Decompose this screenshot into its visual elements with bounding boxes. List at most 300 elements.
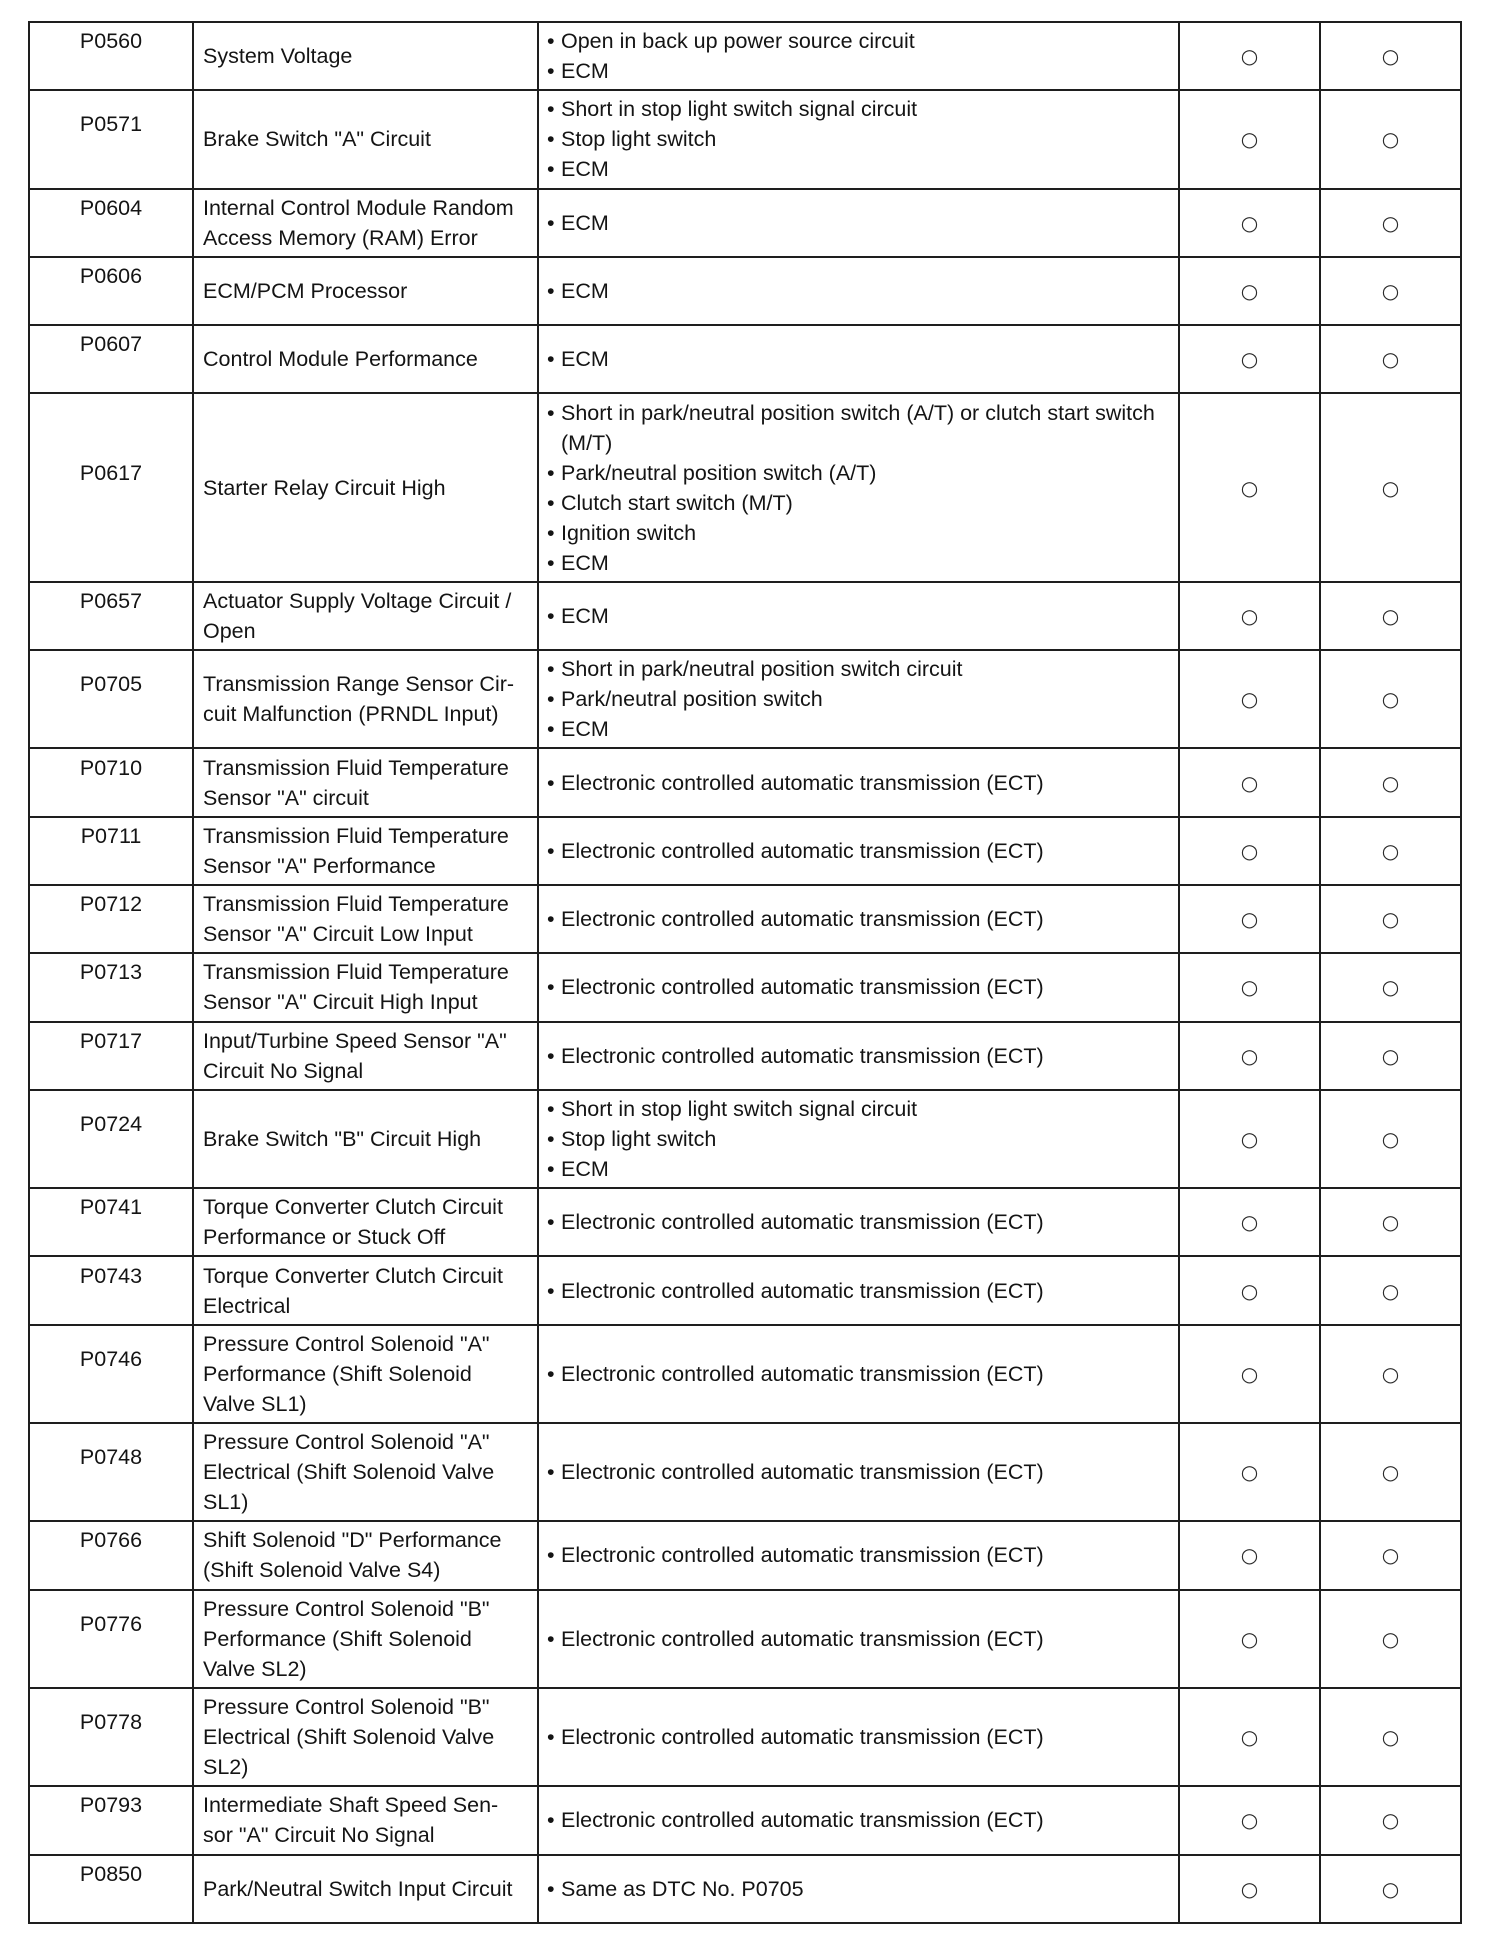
trouble-area-item [547, 26, 1178, 56]
table-row [30, 1189, 1462, 1257]
mark-cell-1 [1180, 1689, 1321, 1787]
trouble-area-line: ECM [561, 1157, 609, 1181]
trouble-area-text [561, 1276, 1044, 1306]
trouble-area-text [561, 601, 609, 631]
trouble-area-item [547, 154, 1178, 184]
trouble-area-cell [539, 1326, 1180, 1424]
mark-cell-1 [1180, 1091, 1321, 1189]
trouble-area-line: Electronic controlled automatic transmission (ECT) [561, 1210, 1044, 1235]
circle-mark-icon: ○ [1381, 1043, 1400, 1068]
mark-cell-1 [1180, 91, 1321, 189]
trouble-area-text [561, 1207, 1044, 1237]
circle-mark-icon: ○ [1240, 210, 1259, 235]
trouble-area-text [561, 904, 1044, 934]
mark-cell-1 [1180, 1522, 1321, 1590]
trouble-area-line: Stop light switch [561, 1127, 717, 1151]
detection-item-cell [194, 1257, 539, 1325]
trouble-area-item [547, 714, 1178, 744]
mark-cell-2 [1321, 326, 1462, 394]
detection-item-line: Input/Turbine Speed Sensor "A" [203, 1028, 507, 1053]
detection-item-line: Torque Converter Clutch Circuit [203, 1195, 503, 1220]
mark-cell-1 [1180, 954, 1321, 1022]
bullet-icon: • [547, 157, 555, 182]
trouble-area-line: Open in back up power source circuit [561, 29, 915, 54]
trouble-area-text [561, 518, 696, 548]
bullet-icon: • [547, 1127, 555, 1151]
detection-item-line: Performance (Shift Solenoid [203, 1626, 472, 1651]
trouble-area-line: Electronic controlled automatic transmission (ECT) [561, 838, 1044, 863]
detection-item-line: Performance or Stuck Off [203, 1225, 446, 1250]
circle-mark-icon: ○ [1381, 770, 1400, 795]
dtc-code: P0748 [79, 1445, 143, 1470]
mark-cell-1 [1180, 1787, 1321, 1855]
bullet-icon: • [547, 1097, 555, 1121]
circle-mark-icon: ○ [1381, 687, 1400, 712]
trouble-area-item [547, 972, 1178, 1002]
bullet-icon: • [547, 717, 555, 742]
bullet-icon: • [547, 687, 555, 712]
detection-item-line: Electrical (Shift Solenoid Valve [203, 1460, 495, 1485]
trouble-area-cell [539, 1856, 1180, 1924]
trouble-area-text [561, 1041, 1044, 1071]
detection-item-line: Transmission Fluid Temperature [203, 960, 509, 985]
trouble-area-line: Electronic controlled automatic transmission (ECT) [561, 1043, 1044, 1068]
detection-item-cell [194, 190, 539, 258]
mark-cell-1 [1180, 749, 1321, 817]
trouble-area-item [547, 1124, 1178, 1154]
circle-mark-icon: ○ [1381, 1808, 1400, 1833]
trouble-area-text [561, 1624, 1044, 1654]
detection-item-cell [194, 651, 539, 749]
detection-item-line: Park/Neutral Switch Input Circuit [203, 1876, 513, 1901]
detection-item-line: Transmission Fluid Temperature [203, 823, 509, 848]
trouble-area-line: Electronic controlled automatic transmission (ECT) [561, 1460, 1044, 1485]
trouble-area-item [547, 601, 1178, 631]
trouble-area-text [561, 1805, 1044, 1835]
dtc-code-cell [30, 818, 194, 886]
bullet-icon: • [547, 520, 555, 545]
detection-item-cell [194, 1591, 539, 1689]
circle-mark-icon: ○ [1381, 838, 1400, 863]
circle-mark-icon: ○ [1381, 1626, 1400, 1651]
trouble-area-item [547, 1154, 1178, 1184]
mark-cell-1 [1180, 818, 1321, 886]
detection-item-line: Sensor "A" Circuit High Input [203, 990, 478, 1015]
circle-mark-icon: ○ [1381, 975, 1400, 1000]
dtc-code: P0606 [79, 264, 143, 289]
trouble-area-line: Electronic controlled automatic transmission (ECT) [561, 1725, 1044, 1750]
circle-mark-icon: ○ [1240, 1127, 1259, 1151]
trouble-area-cell [539, 818, 1180, 886]
dtc-code-cell [30, 91, 194, 189]
trouble-area-text [561, 1722, 1044, 1752]
circle-mark-icon: ○ [1240, 1626, 1259, 1651]
bullet-icon: • [547, 460, 555, 485]
bullet-icon: • [547, 1626, 555, 1651]
table-row [30, 91, 1462, 189]
trouble-area-text [561, 1457, 1044, 1487]
detection-item-line: Transmission Fluid Temperature [203, 755, 509, 780]
table-row [30, 1023, 1462, 1091]
detection-item-line: Pressure Control Solenoid "A" [203, 1430, 490, 1455]
dtc-code: P0604 [79, 195, 143, 220]
trouble-area-text [561, 1540, 1044, 1570]
detection-item-cell [194, 1522, 539, 1590]
bullet-icon: • [547, 490, 555, 515]
dtc-code-cell [30, 651, 194, 749]
trouble-area-item [547, 904, 1178, 934]
table-row [30, 818, 1462, 886]
detection-item-line: Valve SL1) [203, 1391, 307, 1416]
trouble-area-cell [539, 1257, 1180, 1325]
dtc-code-cell [30, 1326, 194, 1424]
circle-mark-icon: ○ [1240, 1278, 1259, 1303]
trouble-area-item [547, 684, 1178, 714]
detection-item-line: Circuit No Signal [203, 1058, 364, 1083]
trouble-area-text [561, 94, 917, 124]
dtc-code: P0793 [79, 1793, 143, 1818]
detection-item-cell [194, 954, 539, 1022]
detection-item-line: Transmission Range Sensor Cir- [203, 672, 515, 697]
circle-mark-icon: ○ [1381, 347, 1400, 372]
trouble-area-cell [539, 1591, 1180, 1689]
trouble-area-item [547, 1805, 1178, 1835]
detection-item-cell [194, 91, 539, 189]
mark-cell-1 [1180, 1189, 1321, 1257]
dtc-code-cell [30, 1689, 194, 1787]
dtc-code-cell [30, 886, 194, 954]
dtc-table [28, 21, 1462, 1924]
trouble-area-line: Electronic controlled automatic transmission (ECT) [561, 1543, 1044, 1568]
trouble-area-text [561, 972, 1044, 1002]
table-row [30, 1787, 1462, 1855]
trouble-area-text [561, 1094, 917, 1124]
mark-cell-2 [1321, 749, 1462, 817]
detection-item-line: Actuator Supply Voltage Circuit / [203, 588, 512, 613]
bullet-icon: • [547, 1210, 555, 1235]
bullet-icon: • [547, 1361, 555, 1386]
circle-mark-icon: ○ [1240, 1876, 1259, 1901]
bullet-icon: • [547, 975, 555, 1000]
detection-item-line: System Voltage [203, 44, 353, 69]
trouble-area-line: Clutch start switch (M/T) [561, 490, 793, 515]
trouble-area-text [561, 458, 876, 488]
trouble-area-line: ECM [561, 157, 609, 182]
mark-cell-2 [1321, 1257, 1462, 1325]
circle-mark-icon: ○ [1381, 279, 1400, 304]
detection-item-line: SL1) [203, 1490, 249, 1515]
trouble-area-item [547, 518, 1178, 548]
dtc-code: P0713 [79, 960, 143, 985]
trouble-area-item [547, 276, 1178, 306]
trouble-area-cell [539, 23, 1180, 91]
dtc-code: P0724 [79, 1112, 143, 1136]
dtc-code-cell [30, 1189, 194, 1257]
dtc-code-cell [30, 1257, 194, 1325]
dtc-code: P0850 [79, 1861, 143, 1886]
mark-cell-2 [1321, 23, 1462, 91]
trouble-area-cell [539, 651, 1180, 749]
trouble-area-item [547, 398, 1178, 458]
trouble-area-line: Short in park/neutral position switch (A/T) or clutch start switch [561, 400, 1155, 425]
bullet-icon: • [547, 1157, 555, 1181]
table-row [30, 1856, 1462, 1924]
detection-item-line: Intermediate Shaft Speed Sen- [203, 1793, 499, 1818]
bullet-icon: • [547, 657, 555, 682]
mark-cell-1 [1180, 23, 1321, 91]
table-row [30, 1591, 1462, 1689]
detection-item-cell [194, 749, 539, 817]
trouble-area-cell [539, 1091, 1180, 1189]
bullet-icon: • [547, 1808, 555, 1833]
dtc-code-cell [30, 954, 194, 1022]
table-row [30, 651, 1462, 749]
trouble-area-line: Electronic controlled automatic transmission (ECT) [561, 1808, 1044, 1833]
dtc-code-cell [30, 1856, 194, 1924]
trouble-area-line: ECM [561, 279, 609, 304]
mark-cell-2 [1321, 91, 1462, 189]
circle-mark-icon: ○ [1240, 1361, 1259, 1386]
trouble-area-line: ECM [561, 210, 609, 235]
dtc-code-cell [30, 326, 194, 394]
bullet-icon: • [547, 907, 555, 932]
trouble-area-cell [539, 1189, 1180, 1257]
trouble-area-item [547, 94, 1178, 124]
detection-item-line: Brake Switch "A" Circuit [203, 127, 431, 152]
detection-item-cell [194, 886, 539, 954]
detection-item-line: Electrical [203, 1293, 291, 1318]
detection-item-line: Access Memory (RAM) Error [203, 225, 478, 250]
dtc-code: P0778 [79, 1710, 143, 1735]
mark-cell-2 [1321, 886, 1462, 954]
bullet-icon: • [547, 1043, 555, 1068]
trouble-area-item [547, 1457, 1178, 1487]
detection-item-cell [194, 394, 539, 582]
mark-cell-1 [1180, 651, 1321, 749]
detection-item-cell [194, 583, 539, 651]
table-row [30, 954, 1462, 1022]
detection-item-cell [194, 258, 539, 326]
dtc-code-cell [30, 1787, 194, 1855]
bullet-icon: • [547, 97, 555, 122]
trouble-area-text [561, 56, 609, 86]
circle-mark-icon: ○ [1240, 279, 1259, 304]
mark-cell-1 [1180, 1856, 1321, 1924]
trouble-area-cell [539, 1522, 1180, 1590]
table-row [30, 583, 1462, 651]
dtc-code-cell [30, 258, 194, 326]
circle-mark-icon: ○ [1240, 347, 1259, 372]
dtc-code: P0746 [79, 1346, 143, 1371]
table-row [30, 749, 1462, 817]
bullet-icon: • [547, 1725, 555, 1750]
table-row [30, 1424, 1462, 1522]
detection-item-line: Torque Converter Clutch Circuit [203, 1263, 503, 1288]
trouble-area-text [561, 398, 1155, 458]
circle-mark-icon: ○ [1381, 1361, 1400, 1386]
mark-cell-2 [1321, 1591, 1462, 1689]
trouble-area-line: Park/neutral position switch (A/T) [561, 460, 877, 485]
dtc-code: P0717 [79, 1028, 143, 1053]
trouble-area-line: ECM [561, 717, 609, 742]
mark-cell-2 [1321, 1189, 1462, 1257]
dtc-code: P0617 [79, 460, 143, 485]
trouble-area-line: ECM [561, 603, 609, 628]
circle-mark-icon: ○ [1381, 1460, 1400, 1485]
mark-cell-1 [1180, 1424, 1321, 1522]
table-row [30, 394, 1462, 582]
trouble-area-cell [539, 749, 1180, 817]
trouble-area-line: (M/T) [561, 430, 613, 455]
mark-cell-2 [1321, 190, 1462, 258]
dtc-code: P0571 [79, 112, 143, 137]
table-row [30, 886, 1462, 954]
detection-item-line: Performance (Shift Solenoid [203, 1361, 472, 1386]
circle-mark-icon: ○ [1240, 1043, 1259, 1068]
detection-item-line: SL2) [203, 1755, 249, 1780]
detection-item-cell [194, 1689, 539, 1787]
trouble-area-line: ECM [561, 59, 609, 84]
trouble-area-cell [539, 190, 1180, 258]
dtc-code-cell [30, 583, 194, 651]
mark-cell-2 [1321, 1787, 1462, 1855]
detection-item-line: Brake Switch "B" Circuit High [203, 1127, 482, 1151]
trouble-area-text [561, 154, 609, 184]
trouble-area-text [561, 1359, 1044, 1389]
detection-item-line: Transmission Fluid Temperature [203, 892, 509, 917]
circle-mark-icon: ○ [1381, 475, 1400, 500]
trouble-area-line: Electronic controlled automatic transmission (ECT) [561, 975, 1044, 1000]
table-row [30, 1091, 1462, 1189]
trouble-area-item [547, 344, 1178, 374]
circle-mark-icon: ○ [1240, 475, 1259, 500]
trouble-area-cell [539, 394, 1180, 582]
trouble-area-cell [539, 326, 1180, 394]
dtc-code-cell [30, 1424, 194, 1522]
detection-item-line: cuit Malfunction (PRNDL Input) [203, 702, 499, 727]
trouble-area-text [561, 276, 609, 306]
detection-item-cell [194, 1787, 539, 1855]
mark-cell-2 [1321, 651, 1462, 749]
bullet-icon: • [547, 770, 555, 795]
dtc-code: P0741 [79, 1195, 143, 1220]
bullet-icon: • [547, 603, 555, 628]
bullet-icon: • [547, 1278, 555, 1303]
detection-item-line: Pressure Control Solenoid "A" [203, 1331, 490, 1356]
trouble-area-text [561, 1124, 716, 1154]
detection-item-line: Sensor "A" Circuit Low Input [203, 922, 473, 947]
trouble-area-line: Electronic controlled automatic transmission (ECT) [561, 1361, 1044, 1386]
trouble-area-item [547, 654, 1178, 684]
trouble-area-cell [539, 583, 1180, 651]
trouble-area-line: Short in park/neutral position switch circuit [561, 657, 963, 682]
mark-cell-2 [1321, 954, 1462, 1022]
dtc-code: P0710 [79, 755, 143, 780]
bullet-icon: • [547, 127, 555, 152]
dtc-code-cell [30, 1591, 194, 1689]
detection-item-line: Electrical (Shift Solenoid Valve [203, 1725, 495, 1750]
trouble-area-text [561, 208, 609, 238]
mark-cell-1 [1180, 190, 1321, 258]
trouble-area-line: Same as DTC No. P0705 [561, 1876, 804, 1901]
table-row [30, 23, 1462, 91]
circle-mark-icon: ○ [1381, 44, 1400, 69]
circle-mark-icon: ○ [1240, 1543, 1259, 1568]
detection-item-line: Pressure Control Solenoid "B" [203, 1596, 490, 1621]
detection-item-cell [194, 1189, 539, 1257]
trouble-area-item [547, 208, 1178, 238]
circle-mark-icon: ○ [1381, 1725, 1400, 1750]
mark-cell-2 [1321, 1091, 1462, 1189]
trouble-area-line: Electronic controlled automatic transmission (ECT) [561, 1278, 1044, 1303]
mark-cell-2 [1321, 583, 1462, 651]
mark-cell-1 [1180, 258, 1321, 326]
dtc-code: P0657 [79, 588, 143, 613]
trouble-area-text [561, 714, 609, 744]
trouble-area-line: Stop light switch [561, 127, 717, 152]
detection-item-cell [194, 1424, 539, 1522]
detection-item-line: (Shift Solenoid Valve S4) [203, 1558, 441, 1583]
table-row [30, 326, 1462, 394]
dtc-code-cell [30, 190, 194, 258]
trouble-area-text [561, 768, 1044, 798]
dtc-code-cell [30, 1091, 194, 1189]
mark-cell-1 [1180, 326, 1321, 394]
trouble-area-cell [539, 1023, 1180, 1091]
detection-item-line: Internal Control Module Random [203, 195, 514, 220]
bullet-icon: • [547, 29, 555, 54]
detection-item-line: ECM/PCM Processor [203, 279, 408, 304]
trouble-area-item [547, 836, 1178, 866]
dtc-code: P0743 [79, 1263, 143, 1288]
trouble-area-text [561, 684, 823, 714]
circle-mark-icon: ○ [1240, 127, 1259, 152]
table-row [30, 258, 1462, 326]
trouble-area-line: Short in stop light switch signal circuit [561, 1097, 918, 1121]
table-row [30, 1522, 1462, 1590]
trouble-area-item [547, 768, 1178, 798]
trouble-area-cell [539, 1424, 1180, 1522]
dtc-code-cell [30, 749, 194, 817]
dtc-code: P0711 [80, 823, 142, 848]
trouble-area-item [547, 1276, 1178, 1306]
circle-mark-icon: ○ [1381, 907, 1400, 932]
trouble-area-item [547, 1094, 1178, 1124]
dtc-code-cell [30, 23, 194, 91]
detection-item-cell [194, 1023, 539, 1091]
trouble-area-line: Park/neutral position switch [561, 687, 823, 712]
dtc-code: P0766 [79, 1528, 143, 1553]
bullet-icon: • [547, 59, 555, 84]
circle-mark-icon: ○ [1240, 1210, 1259, 1235]
circle-mark-icon: ○ [1240, 1460, 1259, 1485]
detection-item-line: Valve SL2) [203, 1656, 307, 1681]
mark-cell-1 [1180, 1257, 1321, 1325]
mark-cell-2 [1321, 258, 1462, 326]
trouble-area-cell [539, 954, 1180, 1022]
mark-cell-2 [1321, 1424, 1462, 1522]
mark-cell-2 [1321, 1689, 1462, 1787]
circle-mark-icon: ○ [1381, 603, 1400, 628]
circle-mark-icon: ○ [1381, 210, 1400, 235]
circle-mark-icon: ○ [1381, 1278, 1400, 1303]
bullet-icon: • [547, 1543, 555, 1568]
trouble-area-item [547, 1359, 1178, 1389]
bullet-icon: • [547, 347, 555, 372]
bullet-icon: • [547, 550, 555, 575]
mark-cell-2 [1321, 394, 1462, 582]
circle-mark-icon: ○ [1240, 975, 1259, 1000]
